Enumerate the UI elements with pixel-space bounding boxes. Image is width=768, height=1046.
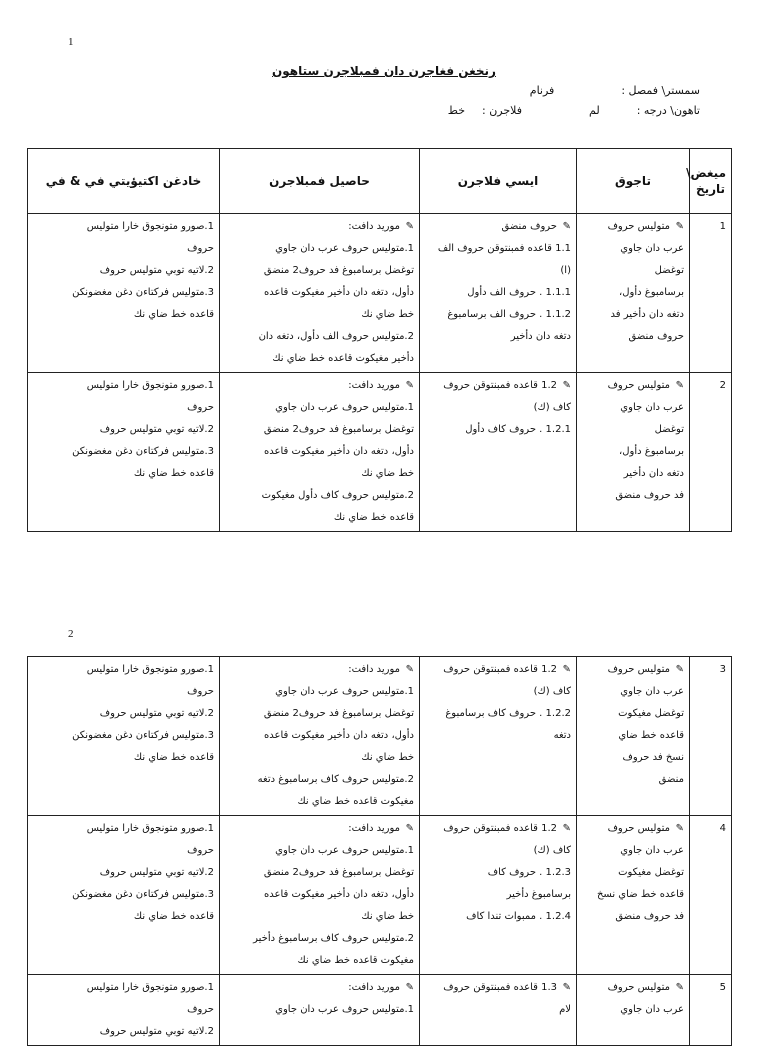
cell-topic bbox=[577, 816, 690, 975]
topic-line: عرب دان جاوي bbox=[620, 402, 684, 413]
activity-line: 2.لاتيه توبي متوليس حروف bbox=[99, 867, 214, 878]
pen-icon: ✎ bbox=[405, 221, 414, 232]
activity-line: حروف bbox=[187, 402, 214, 413]
header-outcome: حاصيل فمبلاجرن bbox=[220, 149, 420, 214]
cell-content bbox=[420, 816, 577, 975]
outcome-line: 2.متوليس حروف كاف دأول مغيكوت bbox=[261, 490, 414, 501]
content-line bbox=[425, 216, 571, 238]
outcome-line: 1.متوليس حروف عرب دان جاوي bbox=[275, 686, 414, 697]
topic-line: برسامبوغ دأول، bbox=[619, 446, 684, 457]
pen-icon: ✎ bbox=[405, 823, 414, 834]
table-row bbox=[28, 657, 732, 816]
outcome-line bbox=[225, 977, 414, 999]
outcome-line: توغضل برسامبوغ فد حروف2 منضق bbox=[263, 424, 414, 435]
activity-line: 1.صورو متونجوق خارا متوليس bbox=[86, 823, 214, 834]
topic-line: برسامبوغ دأول، bbox=[619, 287, 684, 298]
activity-line: حروف bbox=[187, 243, 214, 254]
cell-topic bbox=[577, 373, 690, 532]
page-number-1: 1 bbox=[68, 36, 74, 48]
pen-icon: ✎ bbox=[405, 380, 414, 391]
outcome-line: مغيكوت قاعده خط ضاي نك bbox=[297, 796, 414, 807]
outcome-line: 2.متوليس حروف الف دأول، دتغه دان bbox=[258, 331, 414, 342]
activity-line: حروف bbox=[187, 686, 214, 697]
semester-label: سمستر\ فمصل : bbox=[621, 84, 700, 97]
content-line bbox=[425, 659, 571, 681]
topic-line: قاعده خط ضاي نسخ bbox=[596, 889, 684, 900]
week-number: 5 bbox=[690, 975, 732, 1046]
activity-line: 1.صورو متونجوق خارا متوليس bbox=[86, 664, 214, 675]
activity-line: قاعده خط ضاي نك bbox=[133, 468, 214, 479]
content-line bbox=[425, 818, 571, 840]
pen-icon: ✎ bbox=[675, 664, 684, 675]
cell-topic bbox=[577, 657, 690, 816]
pen-icon: ✎ bbox=[562, 982, 571, 993]
pen-icon: ✎ bbox=[675, 380, 684, 391]
semester-value: فرنام bbox=[529, 84, 555, 97]
cell-outcome bbox=[220, 816, 420, 975]
pen-icon: ✎ bbox=[675, 823, 684, 834]
outcome-line bbox=[225, 375, 414, 397]
page-number-2: 2 bbox=[68, 628, 74, 640]
content-line: 1.2.4 . ممبوات تندا كاف bbox=[466, 911, 571, 922]
topic-line: حروف منضق bbox=[628, 331, 684, 342]
content-line bbox=[425, 375, 571, 397]
outcome-line: 1.متوليس حروف عرب دان جاوي bbox=[275, 243, 414, 254]
header-week: ميغض\ تاريخ bbox=[690, 149, 732, 214]
activity-line: قاعده خط ضاي نك bbox=[133, 911, 214, 922]
activity-line: 1.صورو متونجوق خارا متوليس bbox=[86, 221, 214, 232]
content-line: 1.2.3 . حروف كاف bbox=[487, 867, 571, 878]
topic-text: متوليس حروف bbox=[607, 982, 670, 993]
year-line bbox=[448, 104, 700, 117]
outcome-line: قاعده خط ضاي نك bbox=[333, 512, 414, 523]
outcome-line: 2.متوليس حروف كاف برسامبوغ دتغه bbox=[257, 774, 414, 785]
cell-topic bbox=[577, 975, 690, 1046]
topic-line bbox=[582, 659, 684, 681]
topic-line bbox=[582, 977, 684, 999]
activity-line: حروف bbox=[187, 1004, 214, 1015]
topic-text: متوليس حروف bbox=[607, 823, 670, 834]
cell-content bbox=[420, 657, 577, 816]
topic-line: توغضل bbox=[654, 424, 684, 435]
content-text: 1.2 قاعده فمبنتوقن حروف bbox=[443, 380, 557, 391]
outcome-line: خط ضاي نك bbox=[361, 468, 414, 479]
outcome-line: دأول، دتغه دان دأخير مغيكوت قاعده bbox=[264, 730, 414, 741]
content-text: 1.2 قاعده فمبنتوقن حروف bbox=[443, 664, 557, 675]
cell-activity bbox=[28, 657, 220, 816]
pen-icon: ✎ bbox=[405, 664, 414, 675]
table-row bbox=[28, 975, 732, 1046]
topic-text: متوليس حروف bbox=[607, 221, 670, 232]
activity-line: 3.متوليس فركتاءن دغن مغضونكن bbox=[72, 730, 214, 741]
content-line: لام bbox=[559, 1004, 571, 1015]
cell-topic bbox=[577, 214, 690, 373]
topic-line bbox=[582, 375, 684, 397]
activity-line: 2.لاتيه توبي متوليس حروف bbox=[99, 708, 214, 719]
topic-line bbox=[582, 818, 684, 840]
content-line: دتغه دان دأخير bbox=[510, 331, 571, 342]
cell-outcome bbox=[220, 214, 420, 373]
content-line: 1.1.2 . حروف الف برسامبوغ bbox=[447, 309, 571, 320]
content-line: كاف (ك) bbox=[533, 845, 571, 856]
outcome-text: موريد دافت: bbox=[348, 221, 400, 232]
cell-content bbox=[420, 214, 577, 373]
activity-line: 3.متوليس فركتاءن دغن مغضونكن bbox=[72, 889, 214, 900]
topic-text: متوليس حروف bbox=[607, 664, 670, 675]
activity-line: 1.صورو متونجوق خارا متوليس bbox=[86, 380, 214, 391]
topic-line: عرب دان جاوي bbox=[620, 1004, 684, 1015]
topic-line: توغضل مغيكوت bbox=[618, 708, 684, 719]
activity-line: 1.صورو متونجوق خارا متوليس bbox=[86, 982, 214, 993]
outcome-text: موريد دافت: bbox=[348, 664, 400, 675]
topic-line: فد حروف منضق bbox=[615, 911, 684, 922]
content-line: دتغه bbox=[553, 730, 571, 741]
activity-line: 2.لاتيه توبي متوليس حروف bbox=[99, 265, 214, 276]
outcome-text: موريد دافت: bbox=[348, 823, 400, 834]
year-label: تاهون\ درجه : bbox=[636, 104, 700, 117]
table-row bbox=[28, 214, 732, 373]
topic-line: توغضل bbox=[654, 265, 684, 276]
table-row bbox=[28, 373, 732, 532]
header-content: ايسي فلاجرن bbox=[420, 149, 577, 214]
topic-line: فد حروف منضق bbox=[615, 490, 684, 501]
outcome-line: توغضل برسامبوغ فد حروف2 منضق bbox=[263, 867, 414, 878]
lesson-plan-table-page1 bbox=[27, 148, 732, 532]
outcome-line: توغضل برسامبوغ فد حروف2 منضق bbox=[263, 708, 414, 719]
pen-icon: ✎ bbox=[562, 823, 571, 834]
pen-icon: ✎ bbox=[562, 221, 571, 232]
content-line: 1.1 قاعده فمبنتوقن حروف الف bbox=[437, 243, 571, 254]
table-row bbox=[28, 816, 732, 975]
topic-line: عرب دان جاوي bbox=[620, 243, 684, 254]
topic-line: عرب دان جاوي bbox=[620, 845, 684, 856]
content-line: 1.1.1 . حروف الف دأول bbox=[467, 287, 571, 298]
outcome-line: خط ضاي نك bbox=[361, 911, 414, 922]
cell-activity bbox=[28, 816, 220, 975]
activity-line: 3.متوليس فركتاءن دغن مغضونكن bbox=[72, 287, 214, 298]
topic-text: متوليس حروف bbox=[607, 380, 670, 391]
table-header-row bbox=[28, 149, 732, 214]
topic-line: منضق bbox=[658, 774, 684, 785]
outcome-line: دأخير مغيكوت قاعده خط ضاي نك bbox=[272, 353, 414, 364]
document-title: رنخغن فغاجرن دان فمبلاجرن ستاهون bbox=[272, 64, 496, 78]
pen-icon: ✎ bbox=[562, 664, 571, 675]
outcome-line: دأول، دتغه دان دأخير مغيكوت قاعده bbox=[264, 446, 414, 457]
topic-line: قاعده خط ضاي bbox=[618, 730, 684, 741]
outcome-line: توغضل برسامبوغ فد حروف2 منضق bbox=[263, 265, 414, 276]
activity-line: 2.لاتيه توبي متوليس حروف bbox=[99, 424, 214, 435]
content-text: حروف منضق bbox=[501, 221, 557, 232]
activity-line: قاعده خط ضاي نك bbox=[133, 309, 214, 320]
content-line: كاف (ك) bbox=[533, 686, 571, 697]
outcome-line: دأول، دتغه دان دأخير مغيكوت قاعده bbox=[264, 287, 414, 298]
lesson-plan-table-page2 bbox=[27, 656, 732, 1046]
outcome-line: 1.متوليس حروف عرب دان جاوي bbox=[275, 1004, 414, 1015]
cell-content bbox=[420, 373, 577, 532]
outcome-line: مغيكوت قاعده خط ضاي نك bbox=[297, 955, 414, 966]
content-line: 1.2.1 . حروف كاف دأول bbox=[465, 424, 571, 435]
content-text: 1.3 قاعده فمبنتوقن حروف bbox=[443, 982, 557, 993]
week-number: 3 bbox=[690, 657, 732, 816]
outcome-line: 2.متوليس حروف كاف برسامبوغ دأخير bbox=[253, 933, 414, 944]
content-line: 1.2.2 . حروف كاف برسامبوغ bbox=[445, 708, 571, 719]
pen-icon: ✎ bbox=[562, 380, 571, 391]
cell-outcome bbox=[220, 657, 420, 816]
outcome-line: 1.متوليس حروف عرب دان جاوي bbox=[275, 402, 414, 413]
pen-icon: ✎ bbox=[675, 982, 684, 993]
semester-line bbox=[530, 84, 700, 97]
week-number: 4 bbox=[690, 816, 732, 975]
outcome-line bbox=[225, 216, 414, 238]
content-text: 1.2 قاعده فمبنتوقن حروف bbox=[443, 823, 557, 834]
content-line bbox=[425, 977, 571, 999]
week-number: 1 bbox=[690, 214, 732, 373]
topic-line: نسخ فد حروف bbox=[622, 752, 684, 763]
cell-outcome bbox=[220, 373, 420, 532]
topic-line bbox=[582, 216, 684, 238]
topic-line: توغضل مغيكوت bbox=[618, 867, 684, 878]
activity-line: 3.متوليس فركتاءن دغن مغضونكن bbox=[72, 446, 214, 457]
outcome-line bbox=[225, 818, 414, 840]
cell-outcome bbox=[220, 975, 420, 1046]
outcome-text: موريد دافت: bbox=[348, 380, 400, 391]
topic-line: دتغه دان دأخير فد bbox=[610, 309, 684, 320]
cell-content bbox=[420, 975, 577, 1046]
pen-icon: ✎ bbox=[405, 982, 414, 993]
topic-line: عرب دان جاوي bbox=[620, 686, 684, 697]
outcome-line bbox=[225, 659, 414, 681]
subject-label: فلاجرن : bbox=[482, 104, 523, 117]
content-line: كاف (ك) bbox=[533, 402, 571, 413]
cell-activity bbox=[28, 975, 220, 1046]
content-line: (ا) bbox=[560, 265, 571, 276]
topic-line: دتغه دان دأخير bbox=[623, 468, 684, 479]
cell-activity bbox=[28, 373, 220, 532]
outcome-text: موريد دافت: bbox=[348, 982, 400, 993]
header-topic: تاجوق bbox=[577, 149, 690, 214]
activity-line: 2.لاتيه توبي متوليس حروف bbox=[99, 1026, 214, 1037]
outcome-line: خط ضاي نك bbox=[361, 752, 414, 763]
cell-activity bbox=[28, 214, 220, 373]
content-line: برسامبوغ دأخير bbox=[506, 889, 571, 900]
activity-line: قاعده خط ضاي نك bbox=[133, 752, 214, 763]
outcome-line: دأول، دتغه دان دأخير مغيكوت قاعده bbox=[264, 889, 414, 900]
outcome-line: 1.متوليس حروف عرب دان جاوي bbox=[275, 845, 414, 856]
subject-value: خط bbox=[447, 104, 466, 117]
header-activity: خادغن اكتيؤيتي في & في bbox=[28, 149, 220, 214]
week-number: 2 bbox=[690, 373, 732, 532]
activity-line: حروف bbox=[187, 845, 214, 856]
year-value: لم bbox=[589, 104, 600, 117]
pen-icon: ✎ bbox=[675, 221, 684, 232]
outcome-line: خط ضاي نك bbox=[361, 309, 414, 320]
